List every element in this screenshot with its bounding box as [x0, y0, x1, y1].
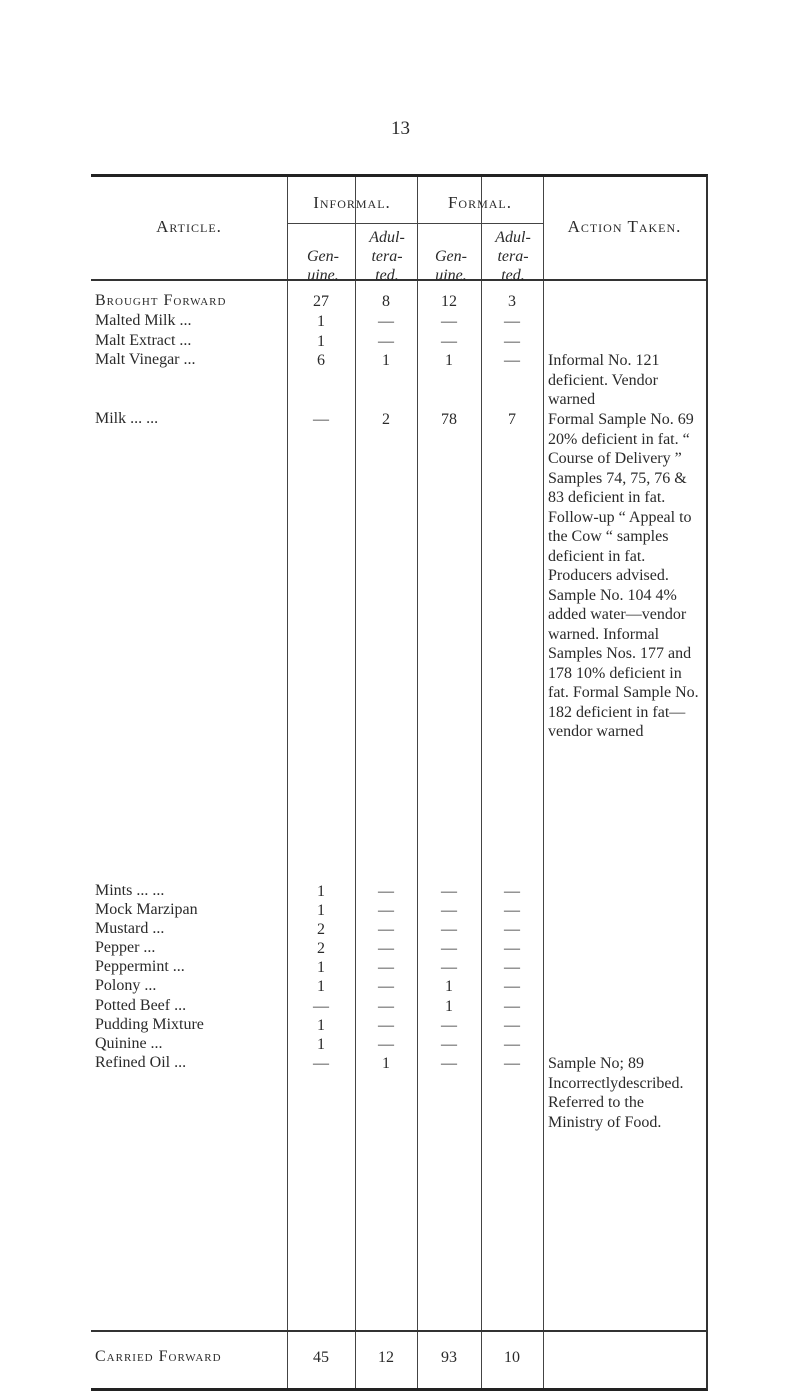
formal-genuine-cell: 12 [441, 293, 457, 310]
article-cell: Refined Oil ... [95, 1054, 187, 1071]
informal-adulterated-cell: — [378, 940, 394, 957]
formal-adulterated-cell: — [504, 921, 520, 938]
informal-adulterated-cell: 2 [382, 411, 390, 428]
article-cell: Potted Beef ... [95, 997, 187, 1014]
informal-genuine-cell: 2 [317, 940, 325, 957]
article-cell: Peppermint ... [95, 958, 185, 975]
action-taken-cell: Sample No; 89 Incorrectlydescribed. Referred to the Ministry of Food. [548, 1055, 684, 1131]
header-action: Action Taken. [567, 217, 682, 236]
formal-genuine-cell: — [441, 1055, 457, 1072]
article-cell: Mints ... ... [95, 882, 165, 899]
formal-genuine-cell: 1 [445, 978, 453, 995]
col-rule [543, 177, 544, 1388]
formal-genuine-cell: 1 [445, 352, 453, 369]
informal-genuine-cell: 1 [317, 902, 325, 919]
footer-formal-genuine: 93 [441, 1349, 457, 1366]
informal-adulterated-cell: — [378, 959, 394, 976]
formal-adulterated-cell: 3 [508, 293, 516, 310]
page-number: 13 [391, 118, 410, 139]
formal-adulterated-cell: 7 [508, 411, 516, 428]
footer-formal-adulterated: 10 [504, 1349, 520, 1366]
formal-adulterated-cell: — [504, 1055, 520, 1072]
action-taken-cell: Formal Sample No. 69 20% deficient in fat. “ Course of Delivery ” Samples 74, 75, 76 & 83 deficient in fat. Follow-up “ Appeal to the Cow “ samples deficient in fat. Producers advised. Sample No. 104 4% added water—vendor warned. Informal Samples Nos. 177 and 178 10% deficient in fat. Formal Sample No. 182 deficient in fat—vendor warned [548, 411, 699, 740]
informal-genuine-cell: 1 [317, 883, 325, 900]
formal-genuine-cell: — [441, 1036, 457, 1053]
formal-genuine-cell: — [441, 313, 457, 330]
formal-genuine-cell: — [441, 940, 457, 957]
formal-genuine-cell: — [441, 1017, 457, 1034]
article-cell: Quinine ... [95, 1035, 163, 1052]
footer-rule [91, 1330, 706, 1332]
informal-genuine-cell: 6 [317, 352, 325, 369]
informal-adulterated-cell: 1 [382, 352, 390, 369]
informal-adulterated-cell: — [378, 998, 394, 1015]
informal-genuine-cell: — [313, 411, 329, 428]
subheader-rule [287, 223, 543, 224]
informal-genuine-cell: 2 [317, 921, 325, 938]
formal-adulterated-cell: — [504, 1036, 520, 1053]
footer-label: Carried Forward [95, 1348, 222, 1365]
article-cell: Pepper ... [95, 939, 156, 956]
article-cell: Pudding Mixture [95, 1016, 204, 1033]
formal-adulterated-cell: — [504, 883, 520, 900]
article-cell: Malt Vinegar ... [95, 351, 196, 368]
informal-adulterated-cell: — [378, 921, 394, 938]
article-cell: Milk ... ... [95, 410, 159, 427]
informal-adulterated-cell: — [378, 902, 394, 919]
informal-genuine-cell: 1 [317, 333, 325, 350]
informal-adulterated-cell: — [378, 978, 394, 995]
informal-adulterated-cell: 1 [382, 1055, 390, 1072]
formal-adulterated-cell: — [504, 1017, 520, 1034]
informal-genuine-cell: 1 [317, 959, 325, 976]
footer-informal-genuine: 45 [313, 1349, 329, 1366]
formal-genuine-cell: — [441, 883, 457, 900]
article-cell: Malt Extract ... [95, 332, 192, 349]
article-cell: Mock Marzipan [95, 901, 198, 918]
informal-adulterated-cell: — [378, 883, 394, 900]
header-article: Article. [156, 217, 222, 236]
inspection-table [91, 174, 708, 1391]
formal-genuine-cell: — [441, 333, 457, 350]
formal-adulterated-cell: — [504, 352, 520, 369]
informal-adulterated-cell: — [378, 313, 394, 330]
header-formal-genuine: Gen- uine. [435, 248, 467, 284]
article-cell: Polony ... [95, 977, 157, 994]
header-informal: Informal. [313, 193, 391, 212]
informal-adulterated-cell: 8 [382, 293, 390, 310]
informal-adulterated-cell: — [378, 1017, 394, 1034]
informal-genuine-cell: 1 [317, 313, 325, 330]
article-cell: Brought Forward [95, 292, 227, 309]
formal-adulterated-cell: — [504, 978, 520, 995]
informal-genuine-cell: 1 [317, 1036, 325, 1053]
informal-genuine-cell: — [313, 998, 329, 1015]
informal-genuine-cell: — [313, 1055, 329, 1072]
formal-genuine-cell: — [441, 921, 457, 938]
informal-genuine-cell: 1 [317, 978, 325, 995]
header-formal-adulterated: Adul- tera- ted. [495, 229, 531, 284]
formal-adulterated-cell: — [504, 998, 520, 1015]
article-cell: Mustard ... [95, 920, 165, 937]
formal-adulterated-cell: — [504, 333, 520, 350]
formal-adulterated-cell: — [504, 940, 520, 957]
informal-adulterated-cell: — [378, 1036, 394, 1053]
formal-adulterated-cell: — [504, 313, 520, 330]
header-formal: Formal. [447, 193, 513, 212]
formal-genuine-cell: — [441, 902, 457, 919]
formal-genuine-cell: 1 [445, 998, 453, 1015]
header-informal-adulterated: Adul- tera- ted. [369, 229, 405, 284]
formal-genuine-cell: 78 [441, 411, 457, 428]
header-informal-genuine: Gen- uine. [307, 248, 339, 284]
footer-informal-adulterated: 12 [378, 1349, 394, 1366]
informal-adulterated-cell: — [378, 333, 394, 350]
informal-genuine-cell: 27 [313, 293, 329, 310]
formal-adulterated-cell: — [504, 902, 520, 919]
informal-genuine-cell: 1 [317, 1017, 325, 1034]
formal-adulterated-cell: — [504, 959, 520, 976]
formal-genuine-cell: — [441, 959, 457, 976]
article-cell: Malted Milk ... [95, 312, 192, 329]
action-taken-cell: Informal No. 121 deficient. Vendor warned [548, 352, 660, 408]
